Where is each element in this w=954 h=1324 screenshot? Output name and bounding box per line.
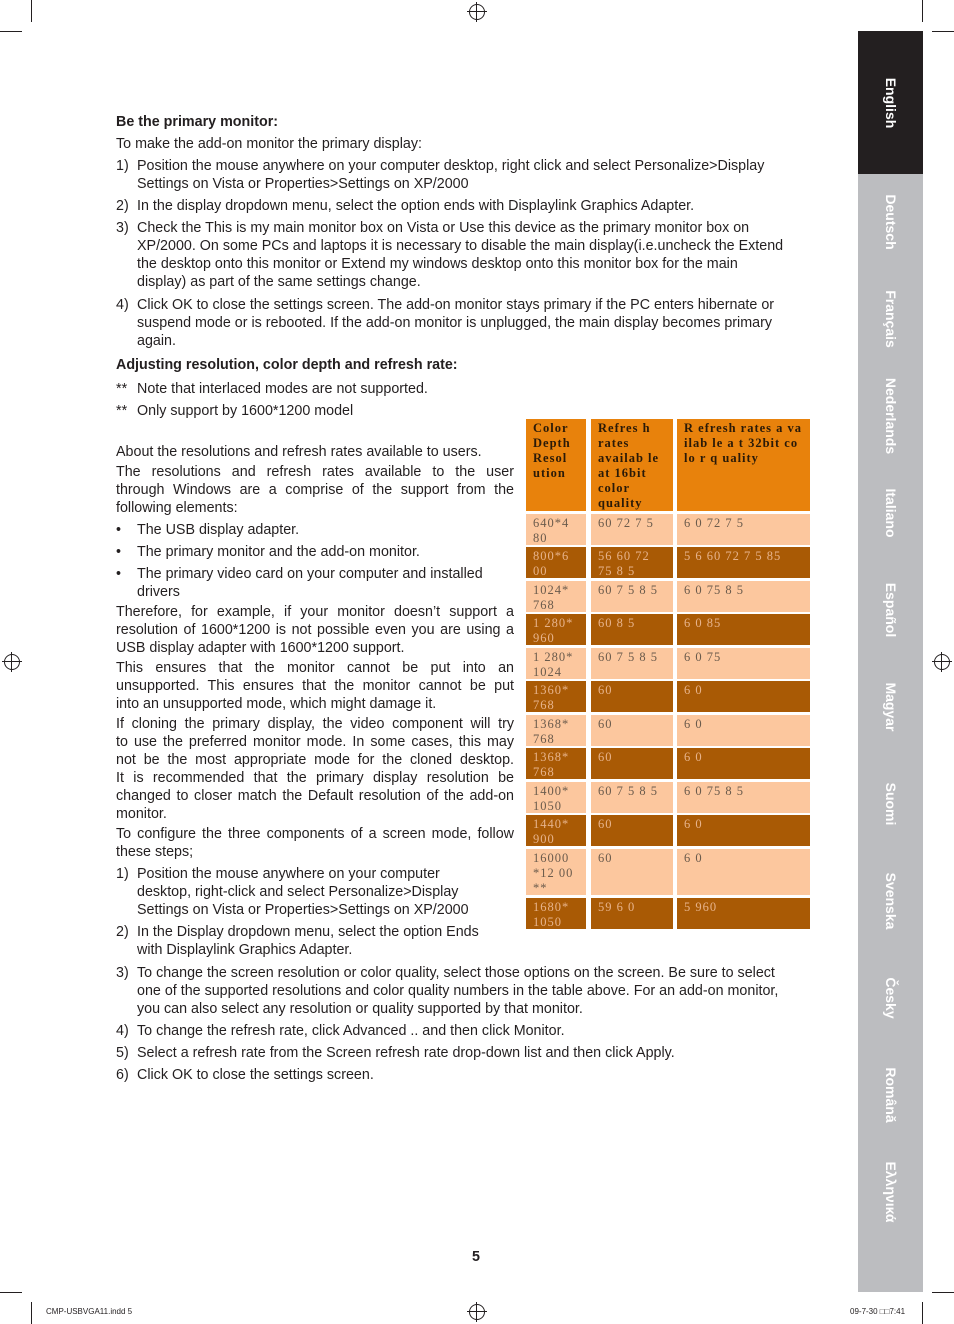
table-cell-rate-16bit: 59 6 0 [591,898,673,929]
note-text: Note that interlaced modes are not supported. [137,381,428,397]
table-cell-rate-32bit: 6 0 [677,815,810,846]
step-text: you can also select any resolution or quality supported by that monitor. [137,1001,583,1017]
language-tab-label: Nederlands [882,377,899,455]
table-cell-rate-16bit: 60 [591,681,673,712]
crop-mark [0,1292,22,1293]
table-cell-rate-32bit: 6 0 75 8 5 [677,782,810,813]
step-number: 2) [116,198,129,214]
bullet-icon: • [116,566,122,582]
table-cell-rate-16bit: 60 8 5 [591,614,673,645]
table-cell-resolution: 640*4 80 [526,514,586,545]
language-tab[interactable] [858,853,923,949]
step-number: 4) [116,297,129,313]
step-text: Check the This is my main monitor box on Vista or Use this device as the primary monitor box on [137,220,750,236]
crop-mark [932,31,954,32]
language-tab-label: Svenska [882,872,899,930]
paragraph-line: resolution of 1600*1200 is not possible even you are using a [116,622,514,638]
language-tab[interactable] [858,562,923,658]
step-number: 3) [116,965,129,981]
table-cell-rate-16bit: 60 [591,849,673,895]
paragraph-line: To configure the three components of a screen mode, follow [116,826,514,842]
page-number: 5 [472,1249,480,1265]
bullet-icon: • [116,522,122,538]
language-tab[interactable] [858,465,923,561]
step-text: again. [137,333,176,349]
table-cell-rate-16bit: 60 7 5 8 5 [591,648,673,679]
bullet-text: The USB display adapter. [137,522,300,538]
step-text: Position the mouse anywhere on your computer [137,866,440,882]
step-number: 1) [116,866,129,882]
step-number: 3) [116,220,129,236]
paragraph-line: It is recommended that the primary display resolution be [116,770,514,786]
table-cell-resolution: 1360* 768 [526,681,586,712]
table-header-cell: R efresh rates a va ilab le a t 32bit co lo r q uality [677,419,810,511]
step-text: suspend mode or is rebooted. If the add-on monitor is unplugged, the main display becomes primary [137,315,772,331]
step-text: To change the refresh rate, click Advanced .. and then click Monitor. [137,1023,565,1039]
language-tab[interactable] [858,174,923,270]
step-text: the desktop onto this monitor or Extend my windows desktop onto this monitor box for the main [137,256,738,272]
registration-mark-icon [469,4,485,20]
language-tab-label: Suomi [882,782,899,826]
table-cell-rate-32bit: 5 960 [677,898,810,929]
table-cell-resolution: 1 280* 960 [526,614,586,645]
note-mark: ** [116,403,128,419]
paragraph-line: Therefore, for example, if your monitor doesn’t support a [116,604,514,620]
about-text: About the resolutions and refresh rates available to users. [116,444,482,460]
table-cell-resolution: 1400* 1050 [526,782,586,813]
table-cell-rate-16bit: 60 [591,715,673,746]
crop-mark [0,31,22,32]
note-text: Only support by 1600*1200 model [137,403,354,419]
language-tab-label: Italiano [882,488,899,538]
step-text: Select a refresh rate from the Screen refresh rate drop-down list and then click Apply. [137,1045,675,1061]
paragraph-line: The resolutions and refresh rates available to the user [116,464,514,480]
paragraph-line: unsupported. This ensures that the monitor cannot be put [116,678,514,694]
table-cell-rate-32bit: 6 0 72 7 5 [677,514,810,545]
language-tab[interactable] [858,31,923,174]
crop-mark [31,0,32,22]
crop-mark [932,1292,954,1293]
bullet-text: The primary video card on your computer and installed [137,566,483,582]
paragraph-line: to use the preferred monitor mode. In some cases, this may [116,734,514,750]
step-text: To change the screen resolution or color quality, select those options on the screen. Be sure to select [137,965,775,981]
table-cell-rate-16bit: 60 72 7 5 [591,514,673,545]
step-text: display) as part of the same settings change. [137,274,421,290]
table-cell-rate-32bit: 6 0 75 8 5 [677,581,810,612]
paragraph-line: into an unsupported mode, which might damage it. [116,696,437,712]
language-tab[interactable] [858,1144,923,1240]
step-text: XP/2000. On some PCs and laptops it is necessary to disable the main display(i.e.uncheck the Extend [137,238,784,254]
language-tab-label: Français [882,290,899,348]
language-tab[interactable] [858,271,923,367]
table-cell-rate-16bit: 60 [591,748,673,779]
language-tab-label: Magyar [882,682,899,732]
footer-file: CMP-USBVGA11.indd 5 [46,1307,133,1316]
intro-text: To make the add-on monitor the primary display: [116,136,422,152]
paragraph-line: monitor. [116,806,167,822]
table-cell-resolution: 1024* 768 [526,581,586,612]
paragraph-line: This ensures that the monitor cannot be put into an [116,660,514,676]
table-cell-rate-32bit: 5 6 60 72 7 5 85 [677,547,810,578]
table-cell-resolution: 1368* 768 [526,715,586,746]
language-tab-label: English [882,77,899,128]
step-number: 4) [116,1023,129,1039]
step-text: In the display dropdown menu, select the option ends with Displaylink Graphics Adapter. [137,198,695,214]
paragraph-line: following elements: [116,500,238,516]
registration-mark-icon [934,654,950,670]
table-cell-rate-32bit: 6 0 [677,681,810,712]
table-cell-rate-16bit: 56 60 72 75 8 5 [591,547,673,578]
paragraph-line: through Windows are a comprise of the support from the [116,482,514,498]
table-cell-resolution: 1 280* 1024 [526,648,586,679]
step-text: desktop, right-click and select Personalize>Display [137,884,459,900]
paragraph-line: If cloning the primary display, the video component will try [116,716,514,732]
section-heading-resolution: Adjusting resolution, color depth and refresh rate: [116,357,458,373]
table-cell-rate-32bit: 6 0 75 [677,648,810,679]
table-cell-rate-16bit: 60 [591,815,673,846]
step-number: 2) [116,924,129,940]
table-header-cell: Color Depth Resol ution [526,419,586,511]
step-text: one of the supported resolutions and color quality numbers in the table above. For an add-on monitor, [137,983,779,999]
step-text: Click OK to close the settings screen. [137,1067,374,1083]
language-tab-label: Română [882,1067,899,1123]
language-tab[interactable] [858,659,923,755]
crop-mark [922,0,923,22]
crop-mark [922,1302,923,1324]
table-cell-rate-32bit: 6 0 [677,715,810,746]
footer-date: 09-7-30 □□7:41 [850,1307,906,1316]
step-text: Click OK to close the settings screen. The add-on monitor stays primary if the PC enters hibernate or [137,297,775,313]
language-tab-label: Česky [882,977,899,1019]
language-tab[interactable] [858,950,923,1046]
language-tab-label: Ελληνικά [882,1161,899,1223]
language-tab[interactable] [858,1047,923,1143]
note-mark: ** [116,381,128,397]
step-number: 1) [116,158,129,174]
registration-mark-icon [4,654,20,670]
step-number: 6) [116,1067,129,1083]
table-cell-resolution: 1440* 900 [526,815,586,846]
table-cell-rate-32bit: 6 0 [677,849,810,895]
table-cell-rate-16bit: 60 7 5 8 5 [591,782,673,813]
bullet-text: drivers [137,584,180,600]
step-text: Settings on Vista or Properties>Settings on XP/2000 [137,902,469,918]
paragraph-line: changed to closer match the Default resolution of the add-on [116,788,514,804]
table-cell-resolution: 1368* 768 [526,748,586,779]
step-text: Settings on Vista or Properties>Settings on XP/2000 [137,176,469,192]
language-tab[interactable] [858,368,923,464]
crop-mark [31,1302,32,1324]
language-tab-label: Deutsch [882,194,899,250]
step-text: with Displaylink Graphics Adapter. [137,942,353,958]
paragraph-line: not be the most appropriate mode for the cloned desktop. [116,752,514,768]
bullet-text: The primary monitor and the add-on monitor. [137,544,420,560]
language-tab-label: Español [882,582,899,638]
section-heading-primary-monitor: Be the primary monitor: [116,114,279,130]
table-cell-resolution: 1680* 1050 [526,898,586,929]
step-text: Position the mouse anywhere on your computer desktop, right click and select Personalize>Display [137,158,765,174]
step-text: In the Display dropdown menu, select the option Ends [137,924,479,940]
language-tab[interactable] [858,756,923,852]
table-header-cell: Refres h rates availab le at 16bit color quality [591,419,673,511]
table-cell-rate-16bit: 60 7 5 8 5 [591,581,673,612]
table-cell-resolution: 16000 *12 00 ** [526,849,586,895]
table-cell-rate-32bit: 6 0 85 [677,614,810,645]
paragraph-line: these steps; [116,844,194,860]
paragraph-line: USB display adapter with 1600*1200 support. [116,640,405,656]
table-cell-resolution: 800*6 00 [526,547,586,578]
step-number: 5) [116,1045,129,1061]
bullet-icon: • [116,544,122,560]
table-cell-rate-32bit: 6 0 [677,748,810,779]
registration-mark-icon [469,1304,485,1320]
